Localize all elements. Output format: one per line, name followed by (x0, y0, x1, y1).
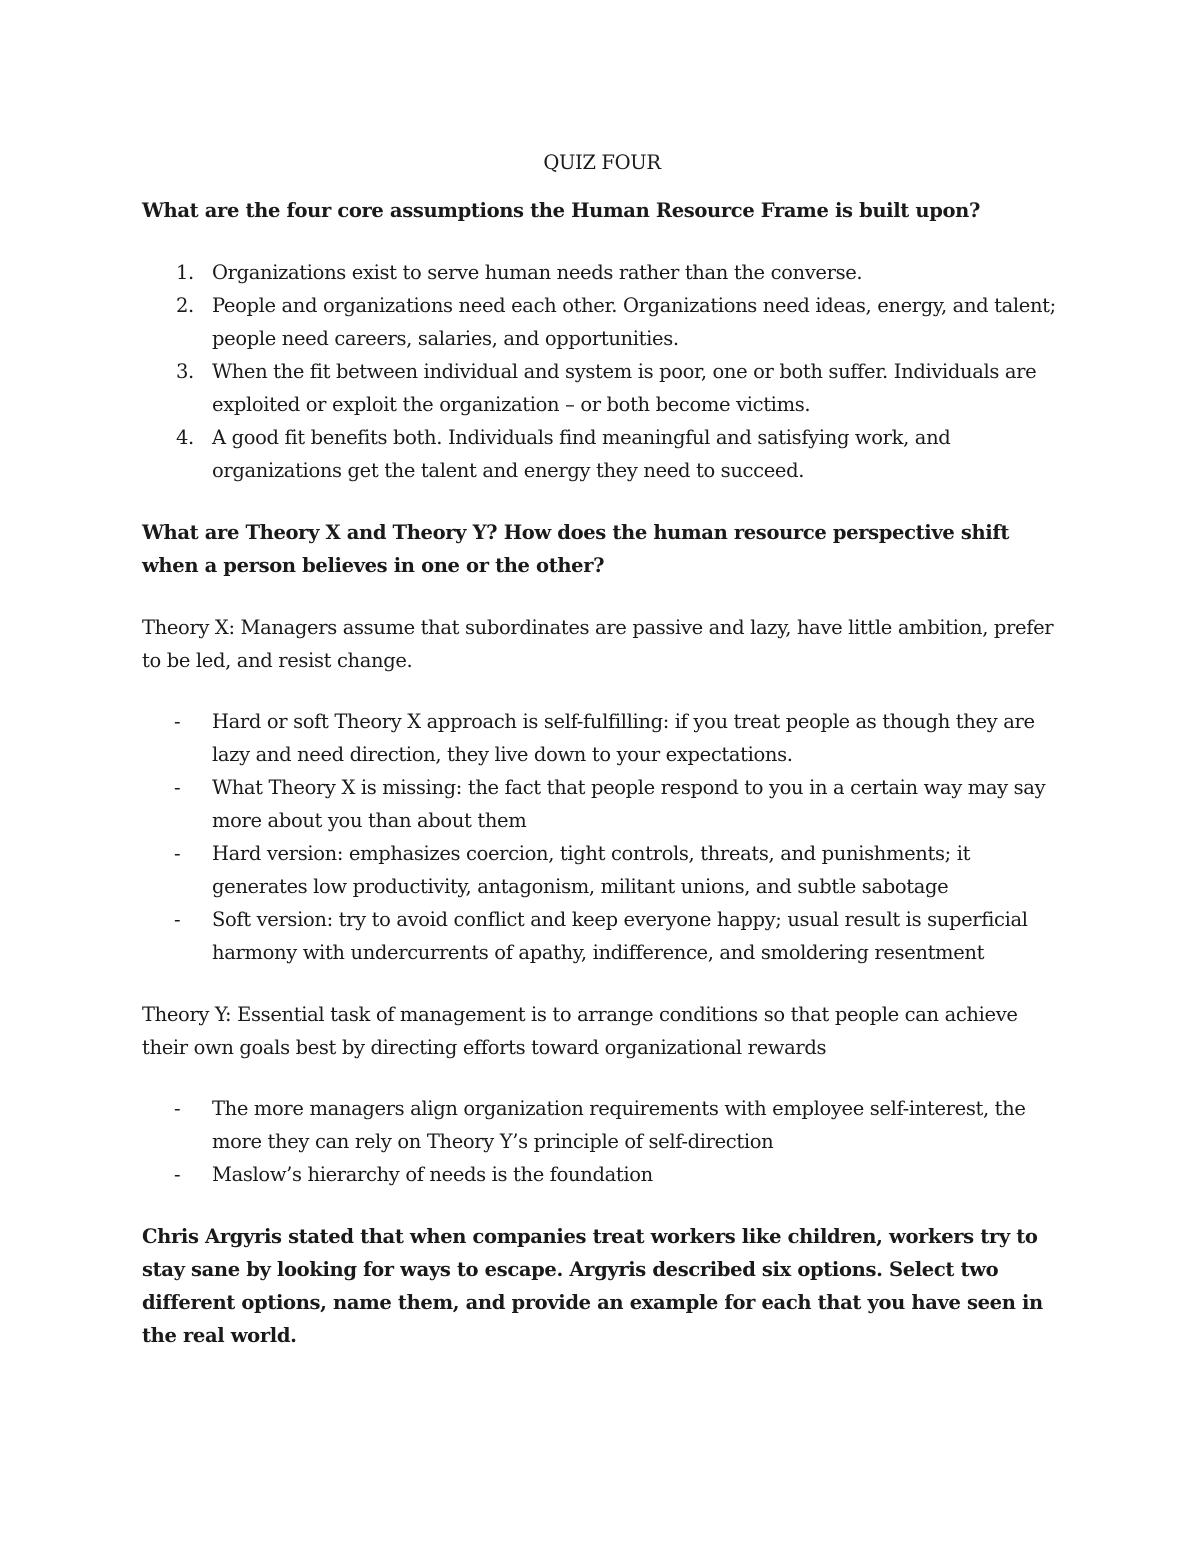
dash-bullet: - (174, 1163, 181, 1186)
list-item-text: Hard or soft Theory X approach is self-fulfilling: if you treat people as though they are lazy and need direction, they live down to your expectations. (212, 710, 1035, 766)
document-content (142, 146, 1062, 1381)
list-item-text: Organizations exist to serve human needs rather than the converse. (212, 261, 863, 284)
dash-bullet: - (174, 908, 181, 931)
list-item (142, 705, 1062, 771)
question-2: What are Theory X and Theory Y? How does the human resource perspective shift when a person believes in one or the other? (142, 521, 1010, 577)
list-item (142, 903, 1062, 969)
theory-x-bullets (142, 705, 1062, 969)
list-item (142, 771, 1062, 837)
list-item (142, 421, 1062, 487)
dash-bullet: - (174, 842, 181, 865)
list-item-text: The more managers align organization requirements with employee self-interest, the more they can rely on Theory Y’s principle of self-direction (212, 1097, 1026, 1153)
list-item-text: A good fit benefits both. Individuals find meaningful and satisfying work, and organizations get the talent and energy they need to succeed. (212, 426, 951, 482)
list-number: 4. (176, 426, 194, 449)
list-item-text: Soft version: try to avoid conflict and keep everyone happy; usual result is superficial harmony with undercurrents of apathy, indifference, and smoldering resentment (212, 908, 1028, 964)
list-item (142, 1092, 1062, 1158)
question-3: Chris Argyris stated that when companies treat workers like children, workers try to stay sane by looking for ways to escape. Argyris described six options. Select two different options, name them, and provide an example for each that you have seen in the real world. (142, 1225, 1043, 1347)
list-item-text: Hard version: emphasizes coercion, tight controls, threats, and punishments; it generates low productivity, antagonism, militant unions, and subtle sabotage (212, 842, 971, 898)
list-item-text: People and organizations need each other. Organizations need ideas, energy, and talent; people need careers, salaries, and opportunities. (212, 294, 1056, 350)
theory-x-paragraph: Theory X: Managers assume that subordinates are passive and lazy, have little ambition, prefer to be led, and resist change. (142, 616, 1054, 672)
list-number: 2. (176, 294, 194, 317)
theory-y-bullets (142, 1092, 1062, 1191)
dash-bullet: - (174, 776, 181, 799)
list-item-text: When the fit between individual and system is poor, one or both suffer. Individuals are exploited or exploit the organization – or both become victims. (212, 360, 1037, 416)
list-item (142, 289, 1062, 355)
theory-y-paragraph: Theory Y: Essential task of management is to arrange conditions so that people can achieve their own goals best by directing efforts toward organizational rewards (142, 1003, 1018, 1059)
list-item (142, 1158, 1062, 1191)
list-number: 1. (176, 261, 194, 284)
question-1: What are the four core assumptions the Human Resource Frame is built upon? (142, 199, 981, 222)
list-item (142, 837, 1062, 903)
assumptions-list (142, 256, 1062, 487)
dash-bullet: - (174, 710, 181, 733)
document-title: QUIZ FOUR (543, 151, 661, 174)
list-item (142, 355, 1062, 421)
list-item (142, 256, 1062, 289)
list-number: 3. (176, 360, 194, 383)
list-item-text: What Theory X is missing: the fact that people respond to you in a certain way may say more about you than about them (212, 776, 1046, 832)
dash-bullet: - (174, 1097, 181, 1120)
list-item-text: Maslow’s hierarchy of needs is the foundation (212, 1163, 653, 1186)
